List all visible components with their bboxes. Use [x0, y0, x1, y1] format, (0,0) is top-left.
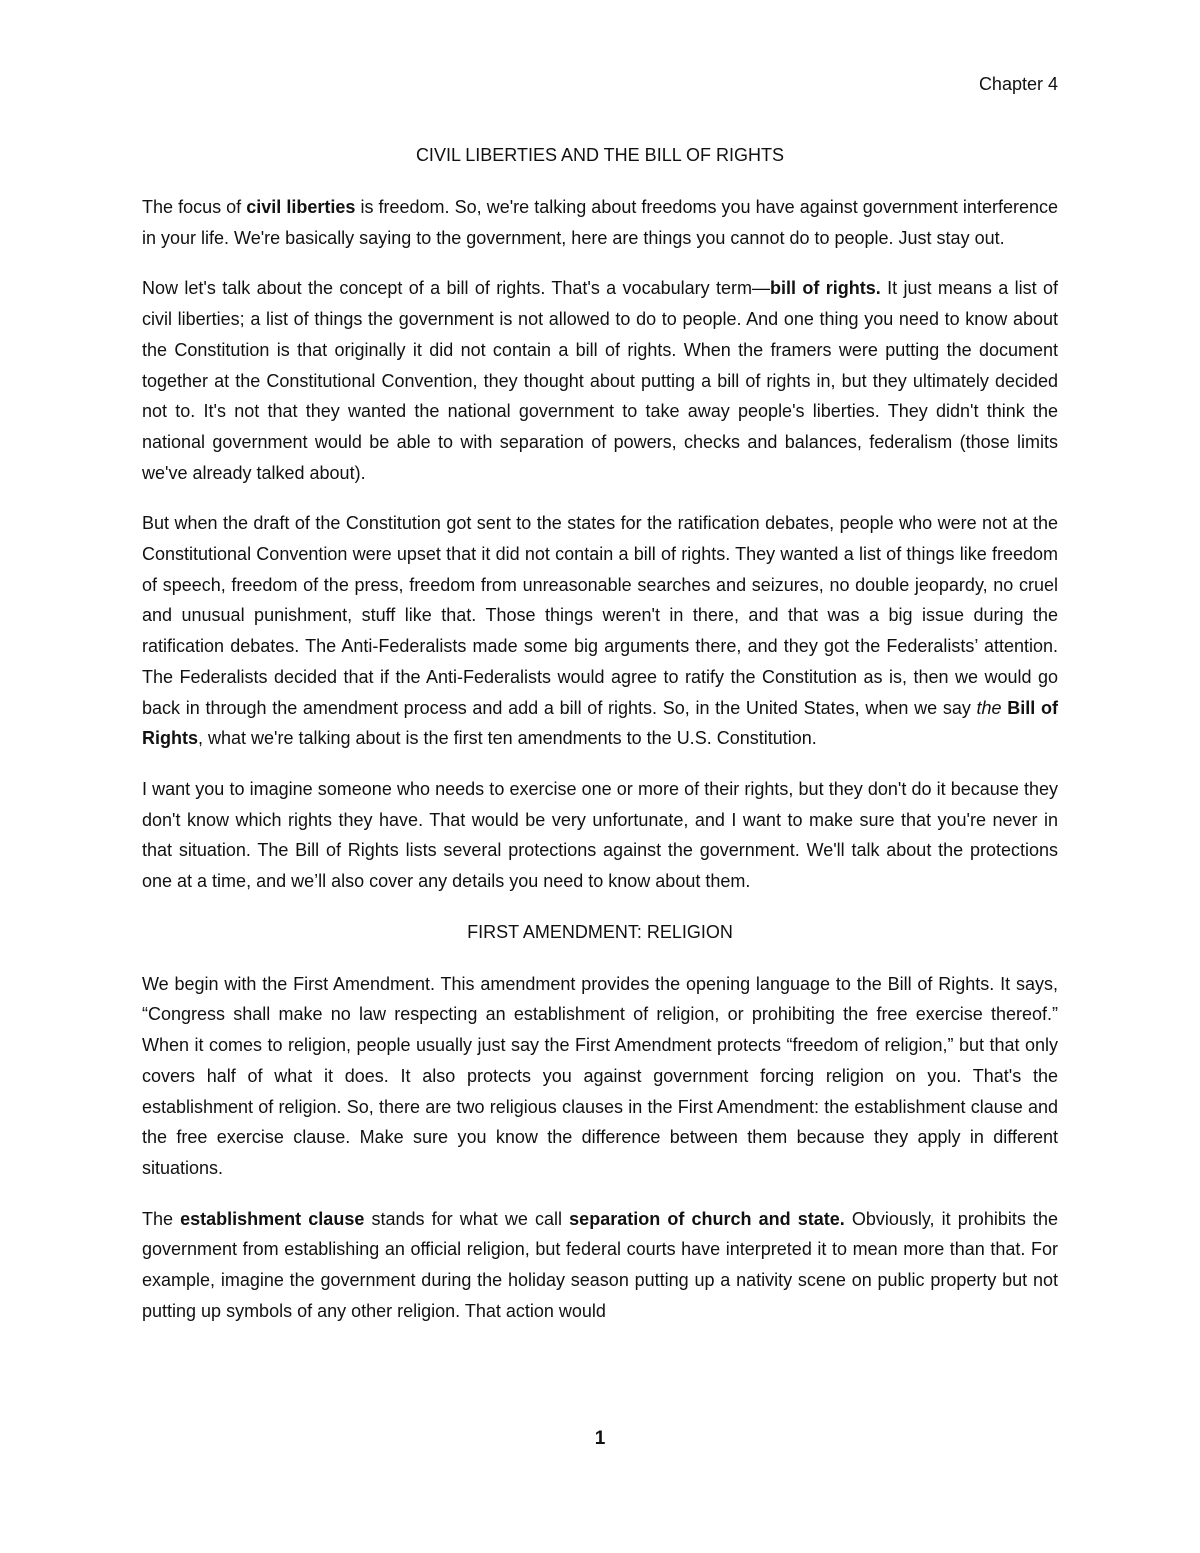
text-run: We begin with the First Amendment. This amendment provides the opening language to the Bill of Rights. It says, “Congress shall make no law respecting an establishment of religion, or prohibiting the free exercise thereof.” When it comes to religion, people usually just say the First Amendment protects “freedom of religion,” but that only covers half of what it does. It also protects you against government forcing religion on you. That's the establishment of religion. So, there are two religious clauses in the First Amendment: the establishment clause and the free exercise clause. Make sure you know the difference between them because they apply in different situations.: [142, 973, 1058, 1178]
title-heading: CIVIL LIBERTIES AND THE BILL OF RIGHTS: [415, 145, 785, 165]
paragraph-bill-of-rights-concept: [142, 273, 1058, 488]
text-run: The: [142, 1208, 181, 1229]
text-run: stands for what we call: [364, 1208, 570, 1229]
text-run: is freedom. So, we're talking about freedoms you have against government interference in your life. We're basically saying to the government, here are things you cannot do to people. Just stay out.: [142, 197, 1058, 248]
document-body: [142, 140, 1058, 1347]
emphasis-the: the: [976, 697, 1002, 718]
text-run: , what we're talking about is the first ten amendments to the U.S. Constitution.: [198, 728, 817, 749]
term-establishment-clause: establishment clause: [180, 1208, 365, 1229]
term-bill-of-rights-proper: Bill of Rights: [142, 697, 1058, 749]
paragraph-first-amendment: [142, 969, 1058, 1184]
text-run: It just means a list of civil liberties; a list of things the government is not allowed to do to people. And one thing you need to know about the Constitution is that originally it did not contain a bill of rights. When the framers were putting the document together at the Constitutional Convention, they thought about putting a bill of rights in, but they ultimately decided not to. It's not that they wanted the national government to take away people's liberties. They didn't think the national government would be able to with separation of powers, checks and balances, federalism (those limits we've already talked about).: [142, 278, 1058, 483]
paragraph-civil-liberties: [142, 192, 1058, 253]
text-run: Now let's talk about the concept of a bill of rights. That's a vocabulary term—: [142, 278, 770, 299]
term-separation-church-state: separation of church and state.: [569, 1208, 845, 1229]
first-amendment-heading: FIRST AMENDMENT: RELIGION: [467, 921, 733, 942]
paragraph-exercise-rights: [142, 774, 1058, 897]
chapter-header: Chapter 4: [978, 74, 1058, 94]
paragraph-establishment-clause: [142, 1204, 1058, 1327]
paragraph-ratification: [142, 508, 1058, 754]
page-number: 1: [594, 1428, 606, 1449]
text-run: The focus of: [142, 197, 247, 217]
text-run: I want you to imagine someone who needs to exercise one or more of their rights, but they don't do it because they don't know which rights they have. That would be very unfortunate, and I want to make sure that you're never in that situation. The Bill of Rights lists several protections against the government. We'll talk about the protections one at a time, and we’ll also cover any details you need to know about them.: [142, 778, 1058, 892]
text-run: But when the draft of the Constitution got sent to the states for the ratification debates, people who were not at the Constitutional Convention were upset that it did not contain a bill of rights. They wanted a list of things like freedom of speech, freedom of the press, freedom from unreasonable searches and seizures, no double jeopardy, no cruel and unusual punishment, stuff like that. Those things weren't in there, and that was a big issue during the ratification debates. The Anti-Federalists made some big arguments there, and they got the Federalists’ attention. The Federalists decided that if the Anti-Federalists would agree to ratify the Constitution as is, then we would go back in through the amendment process and add a bill of rights. So, in the United States, when we say: [142, 513, 1058, 718]
term-civil-liberties: civil liberties: [246, 197, 356, 217]
term-bill-of-rights: bill of rights.: [769, 278, 881, 299]
text-run: Obviously, it prohibits the government from establishing an official religion, but federal courts have interpreted it to mean more than that. For example, imagine the government during the holiday season putting up a nativity scene on public property but not putting up symbols of any other religion. That action would: [142, 1208, 1058, 1321]
